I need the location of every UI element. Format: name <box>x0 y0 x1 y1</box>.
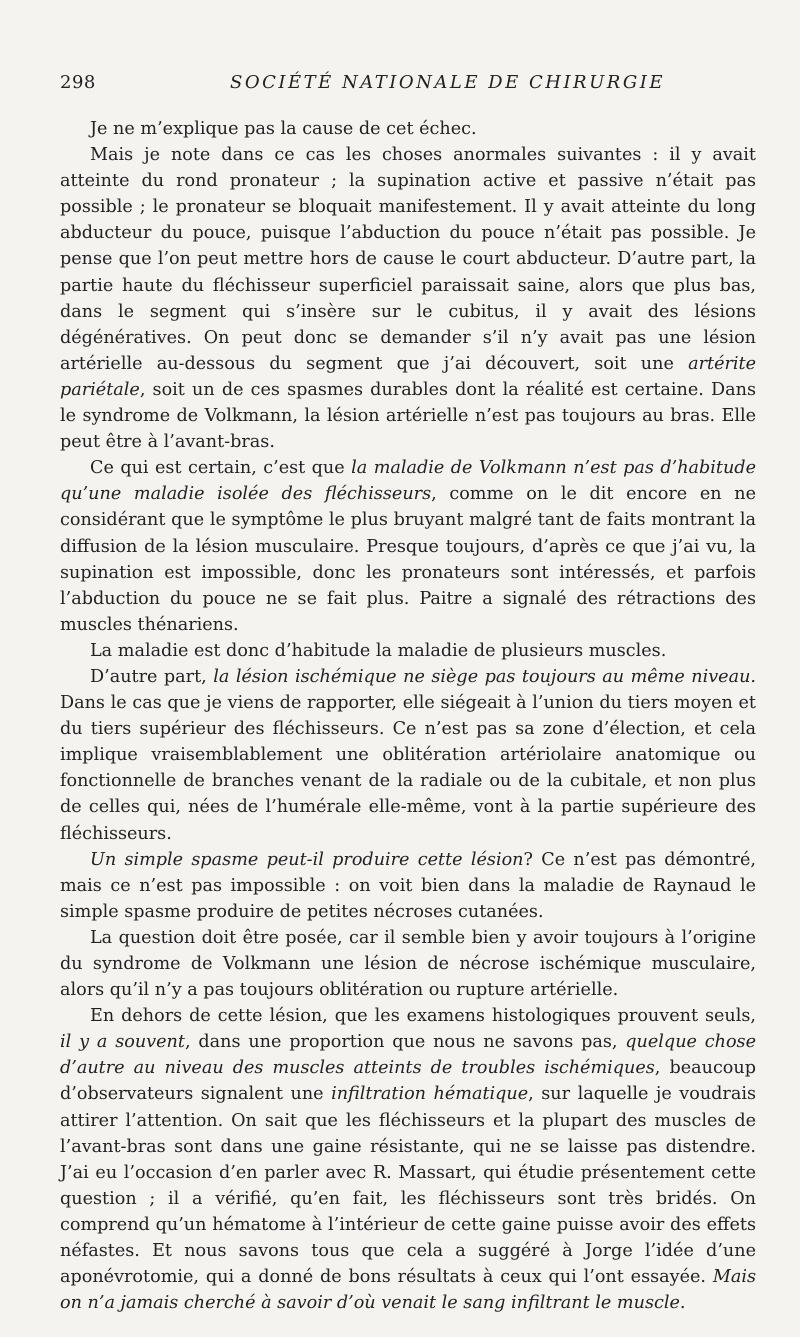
page-number: 298 <box>60 72 96 93</box>
text-segment: Mais je note dans ce cas les choses anormales suivantes : il y avait atteinte du rond pronateur ; la supination active et passive n’était pas possible ; le pronateur se bloquait manifestement. Il y avait atteinte du long abducteur du pouce, puisque l’abduction du pouce n’était pas possible. Je pense que l’on peut mettre hors de cause le court abducteur. D’autre part, la partie haute du fléchisseur superficiel paraissait saine, alors que plus bas, dans le segment qui s’insère sur le cubitus, il y avait des lésions dégénératives. On peut donc se demander s’il n’y avait pas une lésion artérielle au-dessous du segment que j’ai découvert, soit une <box>60 145 756 374</box>
italic-text: Mais on n’a jamais cherché à savoir d’où venait le sang infiltrant le muscle. <box>60 1267 756 1314</box>
italic-text: Un simple spasme peut-il produire cette lésion <box>90 849 524 870</box>
paragraph <box>60 116 756 142</box>
text-segment: La maladie est donc d’habitude la maladie de plusieurs muscles. <box>90 640 667 661</box>
paragraph <box>60 142 756 455</box>
text-segment: , comme on le dit encore en ne considérant que le symptôme le plus bruyant malgré tant de faits montrant la diffusion de la lésion musculaire. Presque toujours, d’après ce que j’ai vu, la supination est impossible, donc les pronateurs sont intéressés, et parfois l’abduction du pouce ne se fait plus. Paitre a signalé des rétractions des muscles thénariens. <box>60 484 756 635</box>
text-segment: En dehors de cette lésion, que les examens histologiques prouvent seuls, <box>90 1006 756 1027</box>
text-segment: Je ne m’explique pas la cause de cet échec. <box>90 119 477 139</box>
text-segment: , dans une proportion que nous ne savons pas, <box>184 1032 626 1053</box>
italic-text: infiltration hématique <box>331 1084 529 1105</box>
text-segment: ? Ce n’est pas démontré, mais ce n’est pas impossible : on voit bien dans la maladie de Raynaud le simple spasme produire de petites nécroses cutanées. <box>60 849 756 922</box>
italic-text: quelque chose d’autre au niveau des muscles atteints de troubles ischémiques <box>60 1032 756 1079</box>
text-segment: , soit un de ces spasmes durables dont la réalité est certaine. Dans le syndrome de Volkmann, la lésion artérielle n’est pas toujours au bras. Elle peut être à l’avant-bras. <box>60 379 756 453</box>
italic-text: il y a souvent <box>60 1032 185 1053</box>
paragraph <box>60 664 756 847</box>
text-segment: La question doit être posée, car il semble bien y avoir toujours à l’origine du syndrome de Volkmann une lésion de nécrose ischémique musculaire, alors qu’il n’y a pas toujours oblitération ou rupture artérielle. <box>60 927 756 1001</box>
text-segment: Dans le cas que je viens de rapporter, elle siégeait à l’union du tiers moyen et du tiers supérieur des fléchisseurs. Ce n’est pas sa zone d’élection, et cela implique vraisemblablement une oblitération artériolaire anatomique ou fonctionnelle de branches venant de la radiale ou de la cubitale, et non plus de celles qui, nées de l’humérale elle-même, vont à la partie supérieure des fléchisseurs. <box>60 693 756 844</box>
paragraph <box>60 925 756 1003</box>
italic-text: artérite pariétale <box>60 353 756 400</box>
paragraph <box>60 455 756 638</box>
text-segment: D’autre part, <box>90 666 214 687</box>
page-header <box>60 72 760 98</box>
italic-text: la lésion ischémique ne siège pas toujours au même niveau. <box>213 666 756 687</box>
italic-text: la maladie de Volkmann n’est pas d’habitude qu’une maladie isolée des fléchisseurs <box>60 458 756 505</box>
text-segment: Ce qui est certain, c’est que <box>90 458 352 479</box>
body-text <box>60 116 756 1316</box>
paragraph <box>60 638 756 664</box>
paragraph <box>60 1003 756 1316</box>
text-segment: , sur laquelle je voudrais attirer l’attention. On sait que les fléchisseurs et la plupart des muscles de l’avant-bras sont dans une gaine résistante, qui ne se laisse pas distendre. J’ai eu l’occasion d’en parler avec R. Massart, qui étudie présentement cette question ; il a vérifié, qu’en fait, les fléchisseurs sont très bridés. On comprend qu’un hématome à l’intérieur de cette gaine puisse avoir des effets néfastes. Et nous savons tous que cela a suggéré à Jorge l’idée d’une aponévrotomie, qui a donné de bons résultats à ceux qui l’ont essayée. <box>60 1084 756 1288</box>
paragraph <box>60 847 756 925</box>
text-segment: , beaucoup d’observateurs signalent une <box>60 1058 756 1105</box>
running-title: SOCIÉTÉ NATIONALE DE CHIRURGIE <box>230 72 665 93</box>
